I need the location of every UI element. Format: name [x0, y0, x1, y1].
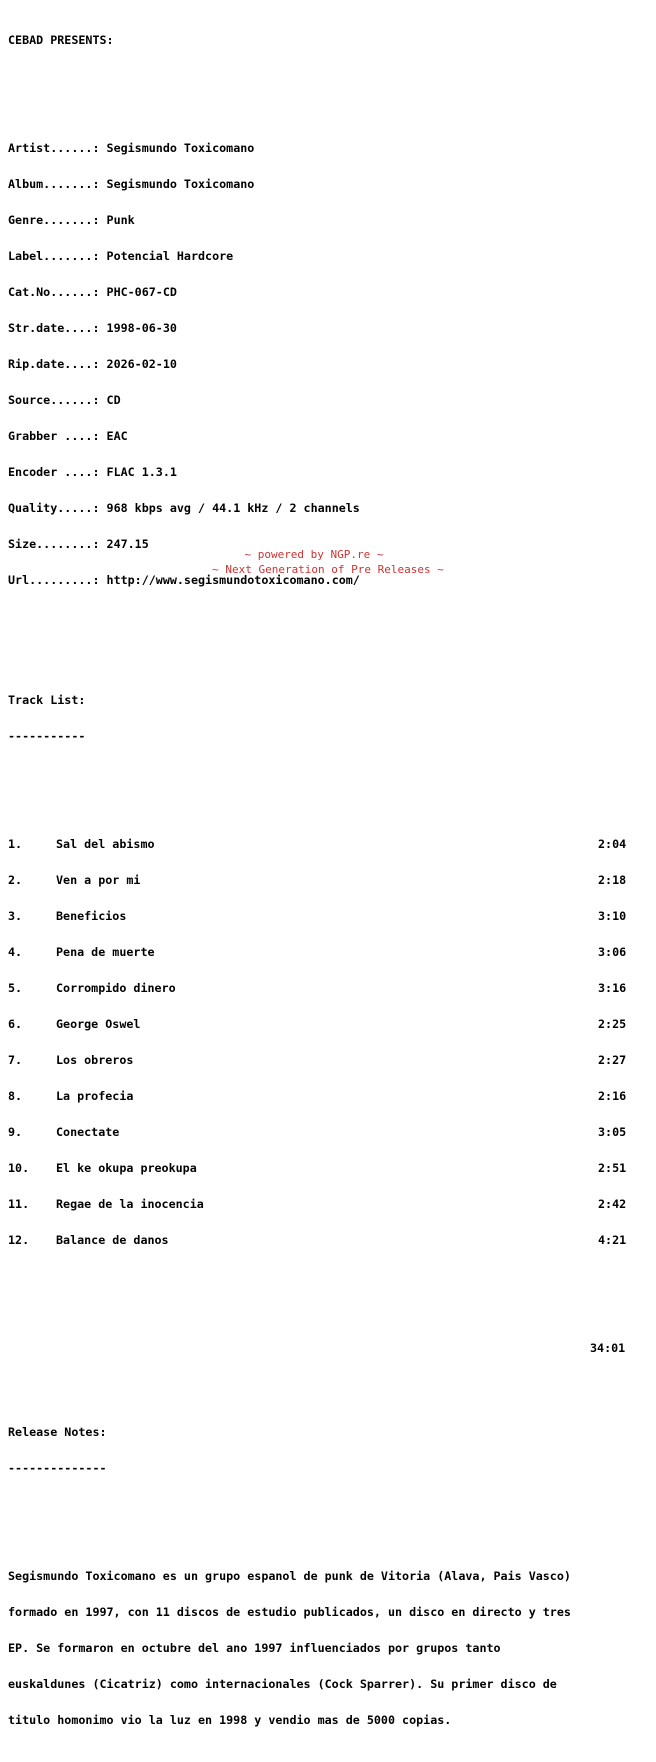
- track-title: George Oswel: [56, 1017, 141, 1031]
- track-title: Conectate: [56, 1125, 120, 1139]
- field-label: Rip.date....:: [8, 357, 100, 371]
- track-title: Pena de muerte: [56, 945, 155, 959]
- field-label: Str.date....:: [8, 321, 100, 335]
- track-row: [8, 1162, 654, 1174]
- track-number: 9.: [8, 1125, 23, 1139]
- field-label-company: [8, 250, 654, 262]
- track-title: Balance de danos: [56, 1233, 169, 1247]
- track-duration: 2:27: [598, 1053, 627, 1067]
- field-label: Quality.....:: [8, 501, 100, 515]
- track-number: 11.: [8, 1197, 30, 1211]
- field-value: Segismundo Toxicomano: [106, 141, 255, 155]
- field-label: Genre.......:: [8, 213, 100, 227]
- field-label: Size........:: [8, 537, 100, 551]
- track-title: Sal del abismo: [56, 837, 155, 851]
- footer-powered-by: ~ powered by NGP.re ~: [244, 548, 384, 561]
- field-value: Potencial Hardcore: [106, 249, 234, 263]
- release-notes-line: EP. Se formaron en octubre del ano 1997 influenciados por grupos tanto: [8, 1641, 501, 1655]
- tracklist-heading: Track List:: [8, 693, 86, 707]
- release-notes-line: formado en 1997, con 11 discos de estudio publicados, un disco en directo y tres: [8, 1605, 571, 1619]
- track-number: 4.: [8, 945, 23, 959]
- track-duration: 4:21: [598, 1233, 627, 1247]
- field-label: Grabber ....:: [8, 429, 100, 443]
- field-value: 1998-06-30: [106, 321, 177, 335]
- total-row: [8, 1342, 654, 1354]
- spacer: [8, 70, 654, 82]
- track-row: [8, 874, 654, 886]
- track-duration: 3:05: [598, 1125, 627, 1139]
- track-row: [8, 1126, 654, 1138]
- track-number: 1.: [8, 837, 23, 851]
- track-row: [8, 946, 654, 958]
- spacer: [8, 1306, 654, 1318]
- field-value: CD: [106, 393, 121, 407]
- spacer: [8, 1378, 654, 1390]
- field-value: 968 kbps avg / 44.1 kHz / 2 channels: [106, 501, 360, 515]
- track-number: 10.: [8, 1161, 30, 1175]
- field-genre: [8, 214, 654, 226]
- tracklist-underline: -----------: [8, 729, 86, 743]
- field-value: FLAC 1.3.1: [106, 465, 177, 479]
- track-number: 5.: [8, 981, 23, 995]
- field-artist: [8, 142, 654, 154]
- track-duration: 3:16: [598, 981, 627, 995]
- spacer: [8, 766, 654, 778]
- track-duration: 3:06: [598, 945, 627, 959]
- track-number: 7.: [8, 1053, 23, 1067]
- track-duration: 3:10: [598, 909, 627, 923]
- field-value: 2026-02-10: [106, 357, 177, 371]
- track-row: [8, 982, 654, 994]
- track-duration: 2:42: [598, 1197, 627, 1211]
- field-label: Album.......:: [8, 177, 100, 191]
- field-value: Punk: [106, 213, 135, 227]
- field-rip-date: [8, 358, 654, 370]
- track-title: Beneficios: [56, 909, 127, 923]
- track-row: [8, 1018, 654, 1030]
- field-encoder: [8, 466, 654, 478]
- field-label: Artist......:: [8, 141, 100, 155]
- info-fields: [8, 118, 654, 610]
- track-number: 6.: [8, 1017, 23, 1031]
- field-label: Cat.No......:: [8, 285, 100, 299]
- track-number: 2.: [8, 873, 23, 887]
- total-duration: 34:01: [590, 1341, 626, 1355]
- nfo-document: [8, 10, 654, 1762]
- track-duration: 2:04: [598, 837, 627, 851]
- field-value: Segismundo Toxicomano: [106, 177, 255, 191]
- field-label: Url.........:: [8, 573, 100, 587]
- track-list: [8, 814, 654, 1270]
- track-title: Los obreros: [56, 1053, 134, 1067]
- release-notes-line: euskaldunes (Cicatriz) como internacionales (Cock Sparrer). Su primer disco de: [8, 1677, 557, 1691]
- track-number: 3.: [8, 909, 23, 923]
- field-label: Encoder ....:: [8, 465, 100, 479]
- track-row: [8, 1090, 654, 1102]
- track-duration: 2:25: [598, 1017, 627, 1031]
- release-notes-line: titulo homonimo vio la luz en 1998 y vendio mas de 5000 copias.: [8, 1713, 452, 1727]
- track-row: [8, 838, 654, 850]
- field-album: [8, 178, 654, 190]
- field-value: PHC-067-CD: [106, 285, 177, 299]
- field-value-url[interactable]: http://www.segismundotoxicomano.com/: [106, 573, 360, 587]
- release-notes-line: Segismundo Toxicomano es un grupo espanol de punk de Vitoria (Alava, Pais Vasco): [8, 1569, 571, 1583]
- track-row: [8, 1054, 654, 1066]
- spacer: [8, 646, 654, 658]
- field-label: Label.......:: [8, 249, 100, 263]
- track-title: Ven a por mi: [56, 873, 141, 887]
- field-str-date: [8, 322, 654, 334]
- field-source: [8, 394, 654, 406]
- release-notes-heading: Release Notes:: [8, 1425, 107, 1439]
- track-title: El ke okupa preokupa: [56, 1161, 197, 1175]
- field-quality: [8, 502, 654, 514]
- track-title: Corrompido dinero: [56, 981, 176, 995]
- track-row: [8, 910, 654, 922]
- release-notes-underline: --------------: [8, 1461, 107, 1475]
- field-catno: [8, 286, 654, 298]
- release-notes-body: [8, 1546, 654, 1750]
- track-title: La profecia: [56, 1089, 134, 1103]
- track-title: Regae de la inocencia: [56, 1197, 204, 1211]
- track-row: [8, 1234, 654, 1246]
- track-number: 8.: [8, 1089, 23, 1103]
- footer-tagline: ~ Next Generation of Pre Releases ~: [212, 563, 444, 576]
- field-grabber: [8, 430, 654, 442]
- track-duration: 2:18: [598, 873, 627, 887]
- track-row: [8, 1198, 654, 1210]
- field-label: Source......:: [8, 393, 100, 407]
- track-duration: 2:16: [598, 1089, 627, 1103]
- track-number: 12.: [8, 1233, 30, 1247]
- field-value: EAC: [106, 429, 128, 443]
- track-duration: 2:51: [598, 1161, 627, 1175]
- spacer: [8, 1498, 654, 1510]
- field-value: 247.15: [106, 537, 149, 551]
- header-title: CEBAD PRESENTS:: [8, 33, 114, 47]
